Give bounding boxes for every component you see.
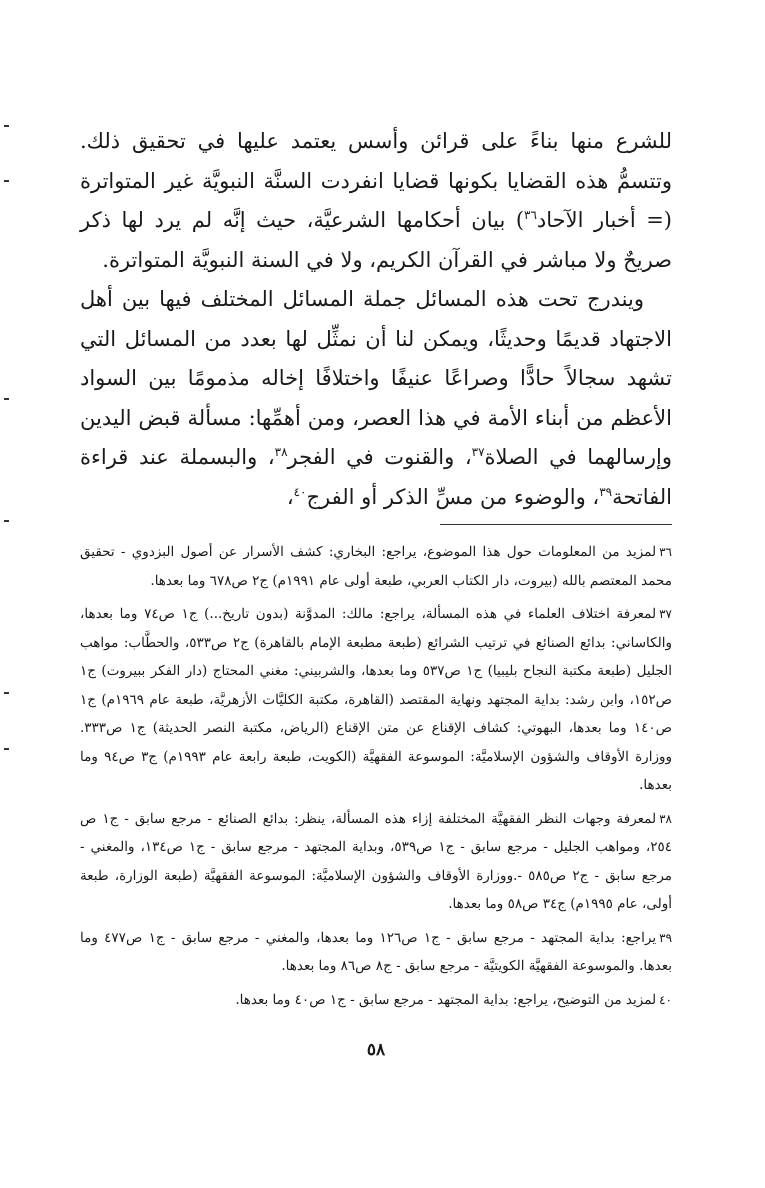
text-run: ، والوضوء من مسِّ الذكر أو الفرج bbox=[306, 484, 600, 509]
footnote-number: ٣٩ bbox=[659, 930, 673, 945]
margin-mark bbox=[4, 692, 9, 694]
footnote-number: ٣٨ bbox=[659, 811, 672, 826]
footnote-ref-37[interactable]: ٣٧ bbox=[471, 445, 485, 459]
text-run: ) بيان أحكامها الشرعيَّة، حيث إنَّه لم يرد لها ذكر صريحٌ ولا مباشر في القرآن الكريم، ولا في السنة النبويَّة المتواترة. bbox=[80, 208, 672, 272]
text-run: ، والبسملة عند قراءة الفاتحة bbox=[80, 445, 672, 509]
margin-mark bbox=[4, 180, 9, 182]
footnote-36 bbox=[80, 538, 672, 595]
footnote-39 bbox=[80, 924, 672, 981]
margin-mark bbox=[4, 520, 9, 522]
footnotes bbox=[80, 538, 672, 1019]
footnote-separator bbox=[440, 524, 672, 525]
margin-mark bbox=[4, 125, 9, 127]
footnote-number: ٤٠ bbox=[659, 992, 672, 1007]
footnote-text: لمعرفة وجهات النظر الفقهيَّة المختلفة إزاء هذه المسألة، ينظر: بدائع الصنائع - مرجع سابق - ج١ ص ٢٥٤، ومواهب الجليل - مرجع سابق - ج١ ص٥٣٩، وبداية المجتهد - مرجع سابق - ج١ ص١٣٤، والمغني - مرجع سابق - ج٢ ص٥٨٥ -.ووزارة الأوقاف والشؤون الإسلاميَّة: الموسوعة الفقهيَّة (طبعة الوزارة، طبعة أولى، عام ١٩٩٥م) ج٣٤ ص٥٨ وما بعدها. bbox=[80, 810, 672, 912]
footnote-ref-39[interactable]: ٣٩ bbox=[599, 484, 613, 499]
footnote-37 bbox=[80, 600, 672, 800]
footnote-number: ٣٧ bbox=[659, 607, 672, 621]
text-run: ، bbox=[286, 484, 294, 509]
footnote-text: لمزيد من التوضيح، يراجع: بداية المجتهد - مرجع سابق - ج١ ص٤٠ وما بعدها. bbox=[235, 991, 657, 1008]
footnote-number: ٣٦ bbox=[659, 545, 672, 559]
footnote-text: لمعرفة اختلاف العلماء في هذه المسألة، يراجع: مالك: المدوَّنة (بدون تاريخ...) ج١ ص٧٤ وما بعدها، والكاساني: بدائع الصنائع في ترتيب الشرائع (طبعة مطبعة الإمام بالقاهرة) ج٢ ص٥٣٣، والحطَّاب: مواهب الجليل (طبعة مكتبة النجاح بليبيا) ج١ ص٥٣٧ وما بعدها، والشربيني: مغني المحتاج (دار الفكر ببيروت) ج١ ص١٥٢، وابن رشد: بداية المجتهد ونهاية المقتصد (القاهرة، مكتبة الكليَّات الأزهريَّة، طبعة عام ١٩٦٩م) ج١ ص١٤٠ وما بعدها، البهوتي: كشاف الإقناع عن متن الإقناع (الرياض، مكتبة النصر الحديثة) ج١ ص٣٣٣. ووزارة الأوقاف والشؤون الإسلاميَّة: الموسوعة الفقهيَّة (الكويت، طبعة رابعة عام ١٩٩٣م) ج٣ ص٩٤ وما بعدها. bbox=[80, 606, 673, 793]
document-page bbox=[80, 122, 672, 1142]
paragraph bbox=[80, 122, 672, 280]
text-run: ويندرج تحت هذه المسائل جملة المسائل المختلف فيها بين أهل الاجتهاد قديمًا وحديثًا، ويمكن لنا أن نمثِّل لها بعدد من المسائل التي تشهد سجالاً حادًّا وصراعًا عنيفًا واختلافًا إخاله مذمومًا بين السواد الأعظم من أبناء الأمة في هذا العصر، ومن أهمِّها: مسألة قبض اليدين وإرسالهما في الصلاة bbox=[80, 287, 672, 469]
footnote-38 bbox=[80, 805, 672, 919]
main-text bbox=[80, 122, 672, 517]
text-run: ، والقنوت في الفجر bbox=[287, 445, 472, 469]
footnote-ref-38[interactable]: ٣٨ bbox=[274, 445, 288, 459]
footnote-40 bbox=[80, 986, 672, 1015]
margin-mark bbox=[4, 748, 9, 750]
footnote-text: لمزيد من المعلومات حول هذا الموضوع، يراجع: البخاري: كشف الأسرار عن أصول البزدوي - تحقيق محمد المعتصم بالله (بيروت، دار الكتاب العربي، طبعة أولى عام ١٩٩١م) ج٢ ص٦٧٨ وما بعدها. bbox=[80, 544, 672, 589]
page-number: ٥٨ bbox=[366, 1040, 386, 1060]
paragraph bbox=[80, 280, 672, 517]
footnote-ref-36[interactable]: ٣٦ bbox=[524, 208, 537, 222]
margin-mark bbox=[4, 398, 9, 400]
text-run: للشرع منها بناءً على قرائن وأسس يعتمد عليها في تحقيق ذلك. وتتسمُّ هذه القضايا بكونها قضايا انفردت السنَّة النبويَّة غير المتواترة (= أخبار الآحاد bbox=[80, 129, 672, 232]
footnote-ref-40[interactable]: ٤٠ bbox=[293, 484, 307, 499]
footnote-text: يراجع: بداية المجتهد - مرجع سابق - ج١ ص١٢٦ وما بعدها، والمغني - مرجع سابق - ج١ ص٤٧٧ وما بعدها. والموسوعة الفقهيَّة الكويتيَّة - مرجع سابق - ج٨ ص٨٦ وما بعدها. bbox=[80, 929, 672, 974]
